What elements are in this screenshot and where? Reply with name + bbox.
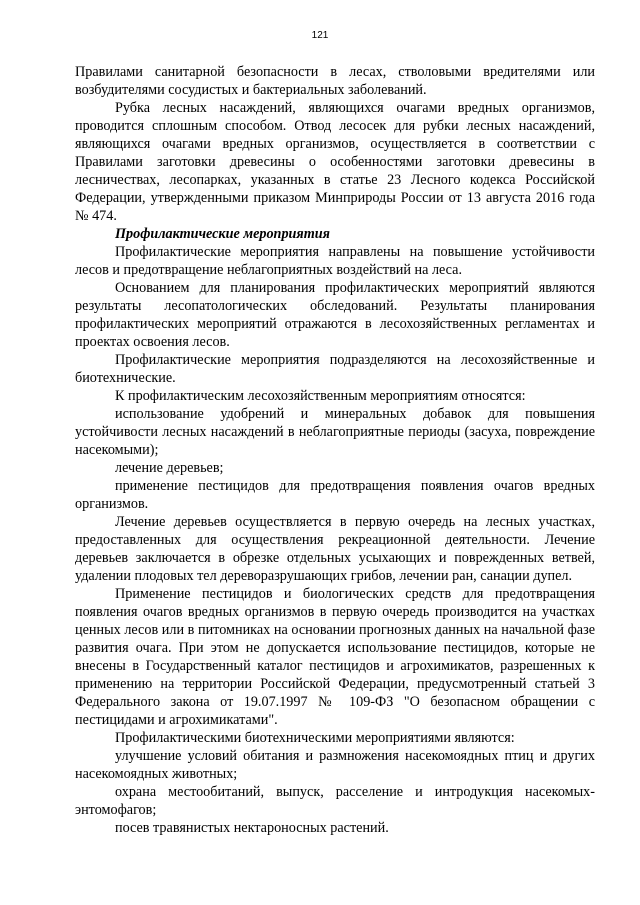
page-body <box>75 63 595 837</box>
paragraph: К профилактическим лесохозяйственным мероприятиям относятся: <box>115 388 526 404</box>
list-item: охрана местообитаний, выпуск, расселение и интродукция насекомых-энтомофагов; <box>75 784 595 818</box>
paragraph: Правилами санитарной безопасности в лесах, стволовыми вредителями или возбудителями сосудистых и бактериальных заболеваний. <box>75 64 595 98</box>
list-item: посев травянистых нектароносных растений. <box>115 820 389 836</box>
paragraph: Применение пестицидов и биологических средств для предотвращения появления очагов вредных организмов в первую очередь производится на участках ценных лесов или в питомниках на основании прогнозных данных на начальной фазе развития очага. При этом не допускается использование пестицидов, которые не внесены в Государственный каталог пестицидов и агрохимикатов, разрешенных к применению на территории Российской Федерации, предусмотренный статьей 3 Федерального закона от 19.07.1997 № 109-ФЗ "О безопасном обращении с пестицидами и агрохимикатами". <box>75 586 595 728</box>
list-item: лечение деревьев; <box>115 460 224 476</box>
list-item: использование удобрений и минеральных добавок для повышения устойчивости лесных насаждений в неблагоприятные периоды (засуха, повреждение насекомыми); <box>75 406 595 458</box>
page-number: 121 <box>311 30 329 41</box>
paragraph: Основанием для планирования профилактических мероприятий являются результаты лесопатологических обследований. Результаты планирования профилактических мероприятий отражаются в лесохозяйственных регламентах и проектах освоения лесов. <box>75 280 595 350</box>
list-item: улучшение условий обитания и размножения насекомоядных птиц и других насекомоядных животных; <box>75 748 595 782</box>
paragraph: Профилактические мероприятия подразделяются на лесохозяйственные и биотехнические. <box>75 352 595 386</box>
section-heading: Профилактические мероприятия <box>115 226 330 242</box>
paragraph: Профилактическими биотехническими мероприятиями являются: <box>115 730 515 746</box>
list-item: применение пестицидов для предотвращения появления очагов вредных организмов. <box>75 478 595 512</box>
paragraph: Профилактические мероприятия направлены на повышение устойчивости лесов и предотвращение неблагоприятных воздействий на леса. <box>75 244 595 278</box>
paragraph: Лечение деревьев осуществляется в первую очередь на лесных участках, предоставленных для осуществления рекреационной деятельности. Лечение деревьев заключается в обрезке отдельных усыхающих и поврежденных ветвей, удалении плодовых тел дереворазрушающих грибов, лечении ран, санации дупел. <box>75 514 595 584</box>
paragraph: Рубка лесных насаждений, являющихся очагами вредных организмов, проводится сплошным способом. Отвод лесосек для рубки лесных насаждений, являющихся очагами вредных организмов, осуществляется в соответствии с Правилами заготовки древесины о особенностями заготовки древесины в лесничествах, лесопарках, указанных в статье 23 Лесного кодекса Российской Федерации, утвержденными приказом Минприроды России от 13 августа 2016 года № 474. <box>75 100 595 224</box>
